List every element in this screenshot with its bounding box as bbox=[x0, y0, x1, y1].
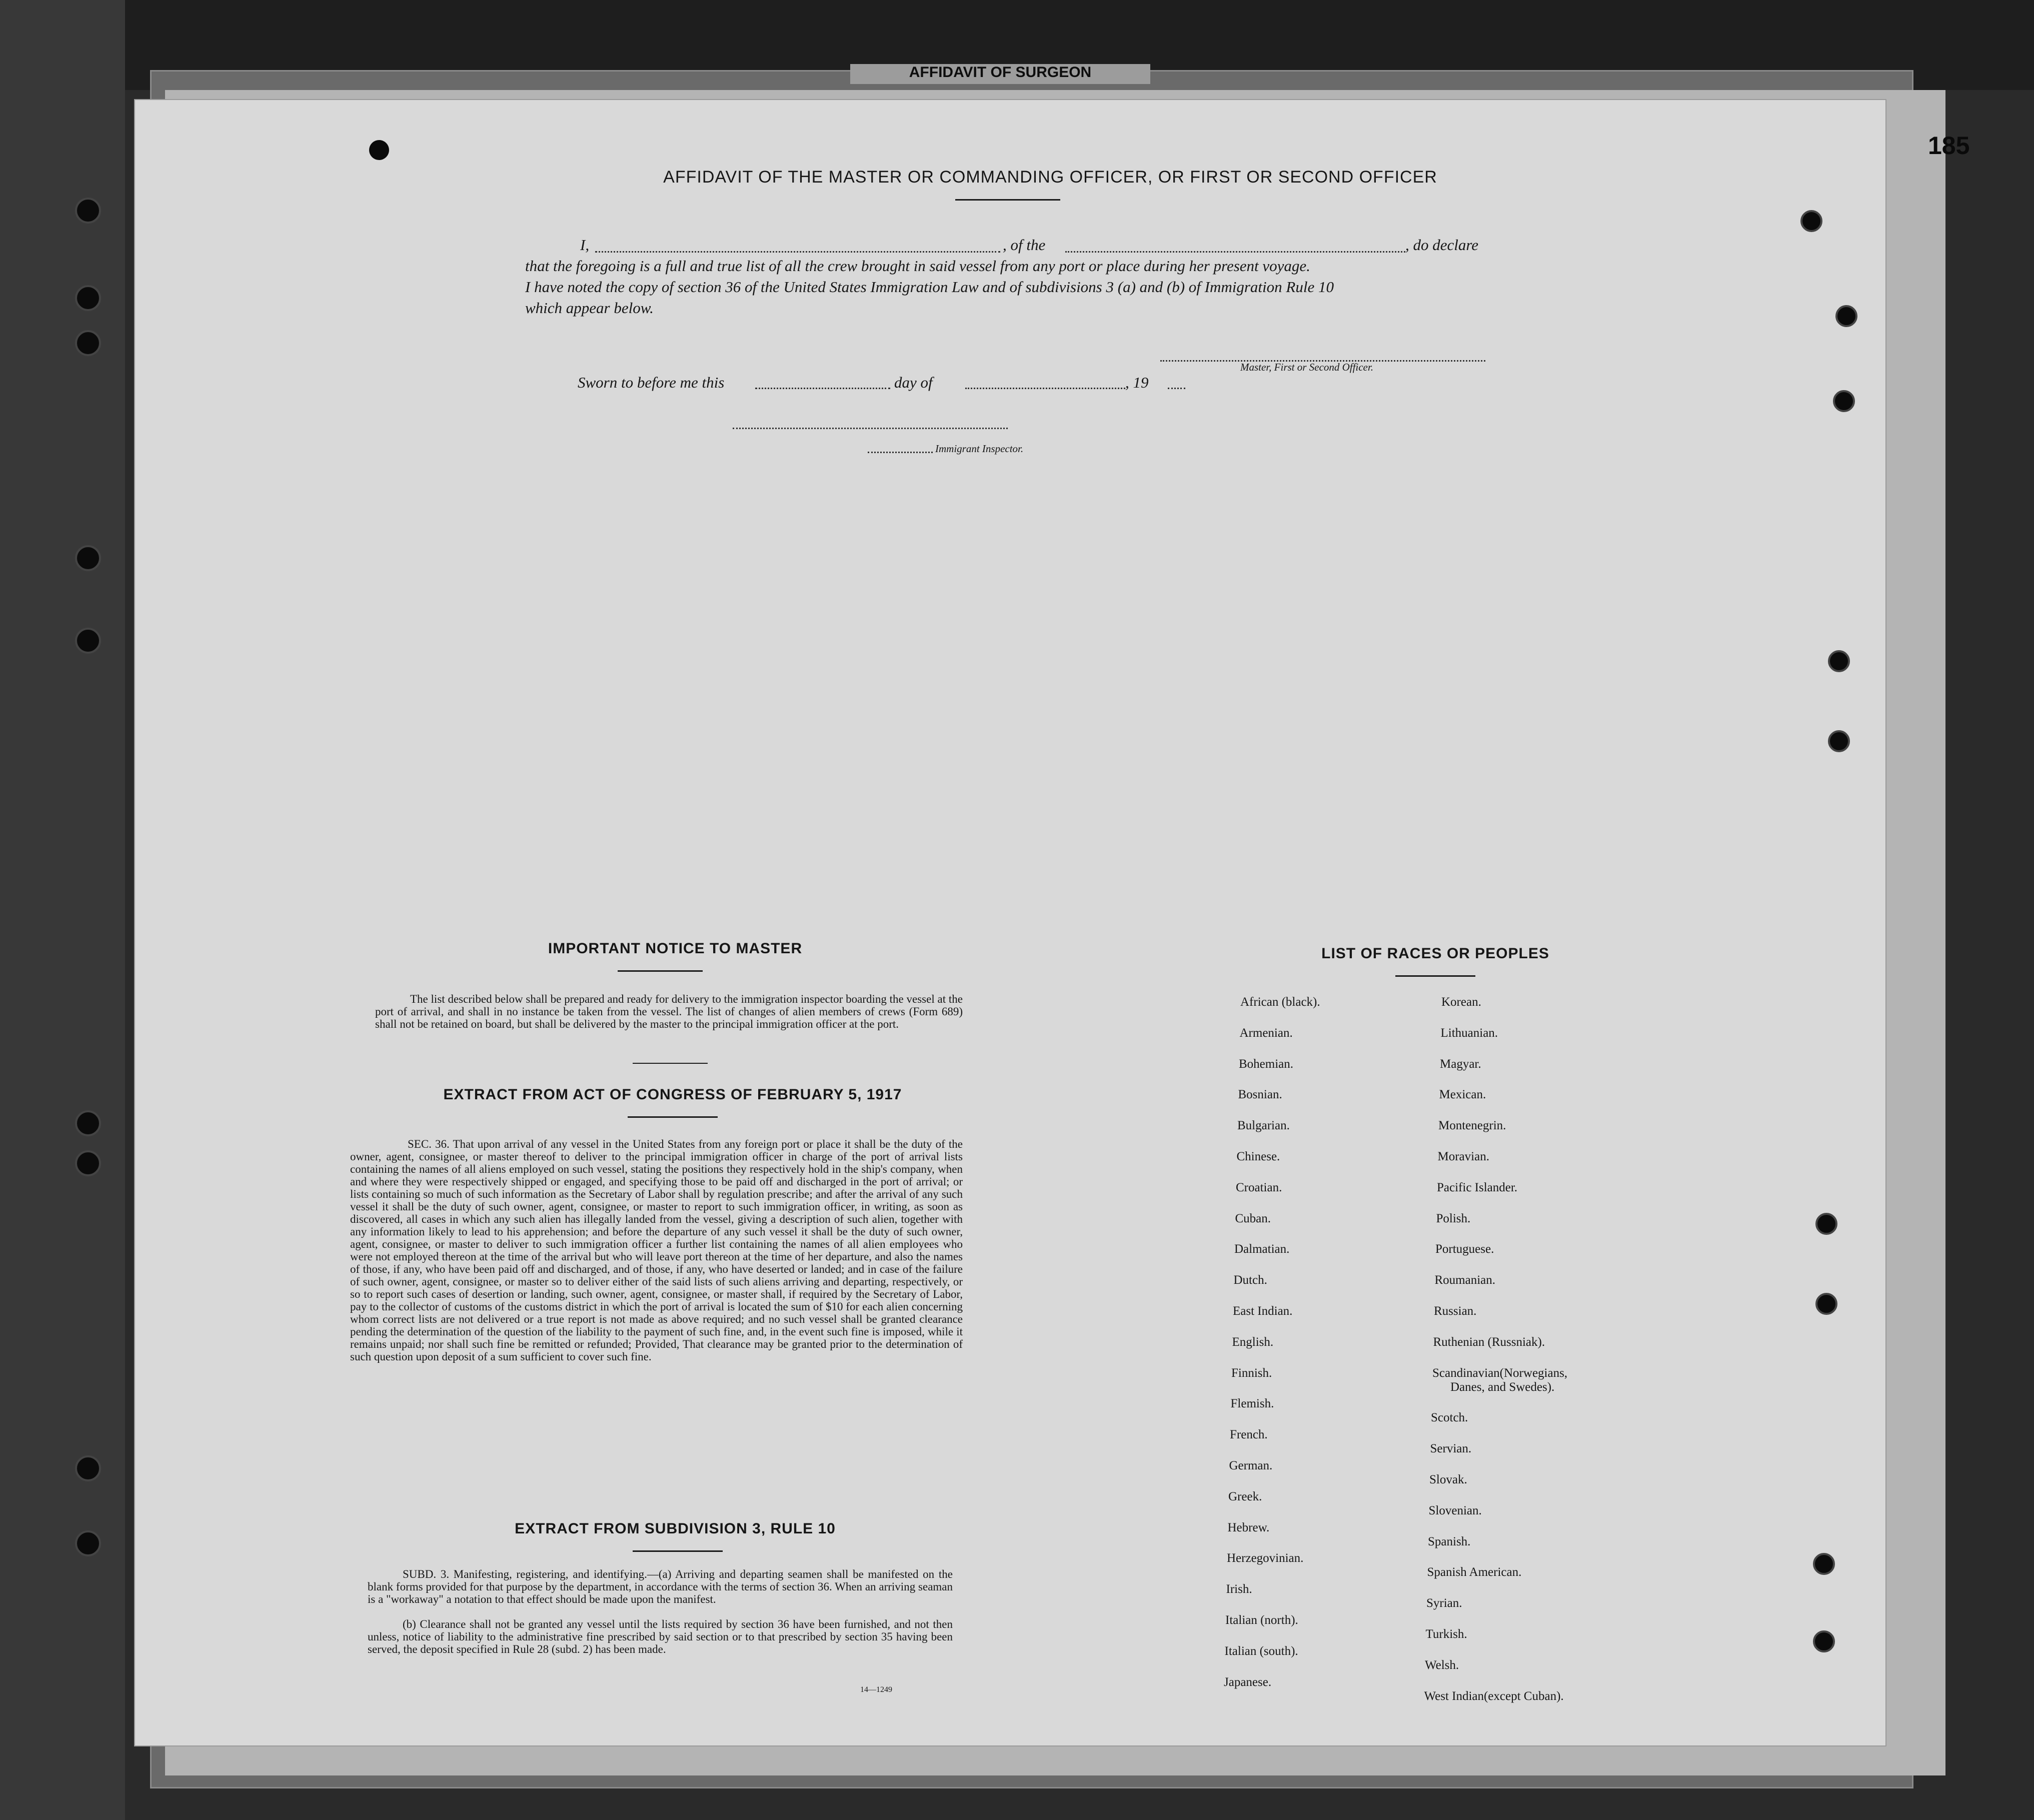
day-of-text: day of bbox=[894, 374, 933, 391]
race-item: German. bbox=[1229, 1459, 1273, 1472]
sworn-day-blank[interactable] bbox=[755, 373, 890, 389]
binder-hole-icon bbox=[75, 1455, 101, 1481]
races-title: LIST OF RACES OR PEOPLES bbox=[1321, 945, 1549, 962]
vessel-blank[interactable] bbox=[1065, 235, 1405, 253]
race-item: Roumanian. bbox=[1434, 1273, 1496, 1287]
race-item: Italian (north). bbox=[1225, 1613, 1298, 1627]
notice-divider bbox=[633, 1063, 708, 1064]
extract-act-rule bbox=[628, 1116, 718, 1118]
affidavit-declare: , do declare bbox=[1405, 236, 1479, 254]
race-item: Spanish. bbox=[1428, 1534, 1471, 1548]
punch-dot-icon bbox=[369, 140, 389, 160]
extract-rule-rule bbox=[633, 1550, 723, 1552]
race-item: Ruthenian (Russniak). bbox=[1433, 1335, 1545, 1349]
race-item: Chinese. bbox=[1236, 1150, 1280, 1163]
binder-hole-icon bbox=[1833, 390, 1855, 412]
race-item: Herzegovinian. bbox=[1227, 1551, 1304, 1565]
race-item: Bohemian. bbox=[1239, 1057, 1294, 1071]
inspector-signature-blank[interactable] bbox=[733, 418, 1008, 429]
binder-hole-icon bbox=[1815, 1213, 1837, 1235]
year-text: , 19 bbox=[1125, 374, 1149, 391]
race-item: Scotch. bbox=[1431, 1411, 1468, 1425]
race-item: English. bbox=[1232, 1335, 1274, 1349]
binder-hole-icon bbox=[1800, 210, 1822, 232]
binder-hole-icon bbox=[75, 285, 101, 311]
name-blank[interactable] bbox=[595, 235, 1000, 253]
race-item: Armenian. bbox=[1239, 1026, 1293, 1040]
race-item: Montenegrin. bbox=[1438, 1119, 1506, 1133]
race-item: Magyar. bbox=[1440, 1057, 1481, 1071]
race-item: West Indian(except Cuban). bbox=[1424, 1689, 1564, 1703]
binder-hole-icon bbox=[1828, 650, 1850, 672]
race-item: Greek. bbox=[1228, 1489, 1262, 1503]
races-rule bbox=[1395, 975, 1475, 977]
extract-rule-text-a: SUBD. 3. Manifesting, registering, and identifying.—(a) Arriving and departing seamen shall be manifested on the blank forms provided for that purpose by the department, in accordance with the terms of section 36. When an arriving seaman is a "workaway" a notation to that effect should be made upon the manifest. bbox=[368, 1568, 953, 1605]
race-item: Slovenian. bbox=[1428, 1503, 1482, 1517]
race-item: Bosnian. bbox=[1238, 1088, 1282, 1102]
header-strip: AFFIDAVIT OF SURGEON bbox=[850, 64, 1150, 84]
race-item: Servian. bbox=[1430, 1442, 1472, 1456]
race-item: Portuguese. bbox=[1435, 1242, 1494, 1256]
sworn-year-blank[interactable] bbox=[1168, 373, 1185, 389]
race-item: Hebrew. bbox=[1227, 1520, 1270, 1534]
binder-hole-icon bbox=[75, 1110, 101, 1136]
affidavit-sheet bbox=[135, 100, 1885, 1745]
race-item: French. bbox=[1230, 1428, 1268, 1442]
race-item: Italian (south). bbox=[1224, 1644, 1298, 1658]
affidavit-of-the: , of the bbox=[1003, 236, 1046, 254]
race-item: Mexican. bbox=[1439, 1088, 1486, 1102]
race-item: Croatian. bbox=[1236, 1180, 1282, 1194]
extract-rule-text-b: (b) Clearance shall not be granted any vessel until the lists required by section 36 have been furnished, and not then unless, notice of liability to the administrative fine prescribed by said section or to that prescribed by section 35 having been served, the deposit specified in Rule 28 (subd. 2) has been made. bbox=[368, 1618, 953, 1655]
affidavit-i: I, bbox=[580, 236, 590, 254]
race-item: African (black). bbox=[1240, 995, 1320, 1009]
extract-act-title: EXTRACT FROM ACT OF CONGRESS OF FEBRUARY 5, 1917 bbox=[443, 1086, 902, 1103]
affidavit-body-line-3: I have noted the copy of section 36 of the United States Immigration Law and of subdivisions 3 (a) and (b) of Immigration Rule 10 bbox=[525, 278, 1334, 296]
race-item: Welsh. bbox=[1425, 1658, 1459, 1672]
binder-hole-icon bbox=[1815, 1293, 1837, 1315]
form-number: 14—1249 bbox=[860, 1685, 892, 1694]
affidavit-title: AFFIDAVIT OF THE MASTER OR COMMANDING OFFICER, OR FIRST OR SECOND OFFICER bbox=[663, 168, 1437, 187]
race-item: Korean. bbox=[1441, 995, 1481, 1009]
sworn-month-blank[interactable] bbox=[965, 373, 1125, 389]
race-item: Irish. bbox=[1226, 1582, 1252, 1596]
race-item: Finnish. bbox=[1231, 1366, 1272, 1380]
race-item: Danes, and Swedes). bbox=[1450, 1380, 1555, 1394]
race-item: Lithuanian. bbox=[1440, 1026, 1498, 1040]
binder-hole-icon bbox=[1813, 1553, 1835, 1575]
race-item: Syrian. bbox=[1426, 1596, 1462, 1610]
race-item: Russian. bbox=[1434, 1304, 1477, 1318]
binder-hole-icon bbox=[75, 330, 101, 356]
race-item: Scandinavian(Norwegians, bbox=[1432, 1366, 1568, 1380]
race-item: Flemish. bbox=[1230, 1397, 1274, 1411]
binder-background-left bbox=[0, 0, 125, 1820]
binder-hole-icon bbox=[1828, 730, 1850, 752]
race-item: Moravian. bbox=[1437, 1150, 1489, 1163]
binder-hole-icon bbox=[1835, 305, 1857, 327]
binder-hole-icon bbox=[75, 198, 101, 224]
race-item: Bulgarian. bbox=[1237, 1119, 1290, 1133]
race-item: Polish. bbox=[1436, 1211, 1471, 1225]
race-item: Dalmatian. bbox=[1234, 1242, 1290, 1256]
inspector-label: Immigrant Inspector. bbox=[935, 443, 1024, 455]
title-rule bbox=[955, 199, 1060, 201]
affidavit-body-line-4: which appear below. bbox=[525, 299, 654, 317]
binder-hole-icon bbox=[1813, 1630, 1835, 1652]
page-number: 185 bbox=[1928, 132, 1970, 160]
extract-rule-title: EXTRACT FROM SUBDIVISION 3, RULE 10 bbox=[515, 1520, 836, 1537]
race-item: East Indian. bbox=[1233, 1304, 1293, 1318]
sworn-text: Sworn to before me this bbox=[578, 374, 725, 391]
notice-text: The list described below shall be prepared and ready for delivery to the immigration inspector boarding the vessel at the port of arrival, and shall in no instance be taken from the vessel. The list of changes of alien members of crews (Form 689) shall not be retained on board, but shall be delivered by the master to the principal immigration officer at the port. bbox=[375, 993, 963, 1030]
affidavit-body-line-2: that the foregoing is a full and true list of all the crew brought in said vessel from any port or place during her present voyage. bbox=[525, 257, 1310, 275]
race-item: Dutch. bbox=[1233, 1273, 1267, 1287]
inspector-dots bbox=[868, 443, 933, 453]
race-item: Spanish American. bbox=[1427, 1565, 1522, 1579]
binder-hole-icon bbox=[75, 1150, 101, 1176]
notice-rule bbox=[618, 970, 703, 972]
signature-label: Master, First or Second Officer. bbox=[1240, 361, 1373, 373]
race-item: Slovak. bbox=[1429, 1473, 1467, 1486]
race-item: Japanese. bbox=[1224, 1675, 1272, 1689]
race-item: Turkish. bbox=[1425, 1627, 1467, 1641]
race-item: Cuban. bbox=[1235, 1211, 1271, 1225]
extract-act-text: SEC. 36. That upon arrival of any vessel in the United States from any foreign port or place it shall be the duty of the owner, agent, consignee, or master thereof to deliver to the principal immigration officer in charge of the port of arrival lists containing the names of all aliens employed on such vessel, stating the positions they respectively hold in the ship's company, when and where they were respectively shipped or engaged, and specifying those to be paid off and discharged in the port of arrival; or lists containing so much of such information as the Secretary of Labor shall by regulation prescribe; and after the arrival of any such vessel it shall be the duty of such owner, agent, consignee, or master to report to such immigration officer, in writing, as soon as discovered, all cases in which any such alien has illegally landed from the vessel, giving a description of such alien, together with any information likely to lead to his apprehension; and before the departure of any such vessel it shall be the duty of such owner, agent, consignee, or master to deliver to such immigration officer a further list containing the names of all alien employees who were not employed thereon at the time of the arrival but who will leave port thereon at the time of her departure, and also the names of those, if any, who have been paid off and discharged, and of those, if any, who have deserted or landed; and in case of the failure of such owner, agent, consignee, or master so to deliver either of the said lists of such aliens arriving and departing, respectively, or so to report such cases of desertion or landing, such owner, agent, consignee, or master shall, if required by the Secretary of Labor, pay to the collector of customs of the customs district in which the port of arrival is located the sum of $10 for each alien concerning whom correct lists are not delivered or a true report is not made as above required; and no such vessel shall be granted clearance pending the determination of the question of the liability to the payment of such fine, and, in the event such fine is imposed, while it remains unpaid; nor shall such fine be remitted or refunded; Provided, That clearance may be granted prior to the determination of such question upon deposit of a sum sufficient to cover such fine. bbox=[350, 1138, 963, 1363]
binder-hole-icon bbox=[75, 545, 101, 571]
notice-title: IMPORTANT NOTICE TO MASTER bbox=[548, 940, 803, 957]
binder-hole-icon bbox=[75, 1530, 101, 1556]
binder-hole-icon bbox=[75, 628, 101, 654]
signature-blank[interactable] bbox=[1160, 350, 1485, 362]
race-item: Pacific Islander. bbox=[1437, 1180, 1518, 1194]
